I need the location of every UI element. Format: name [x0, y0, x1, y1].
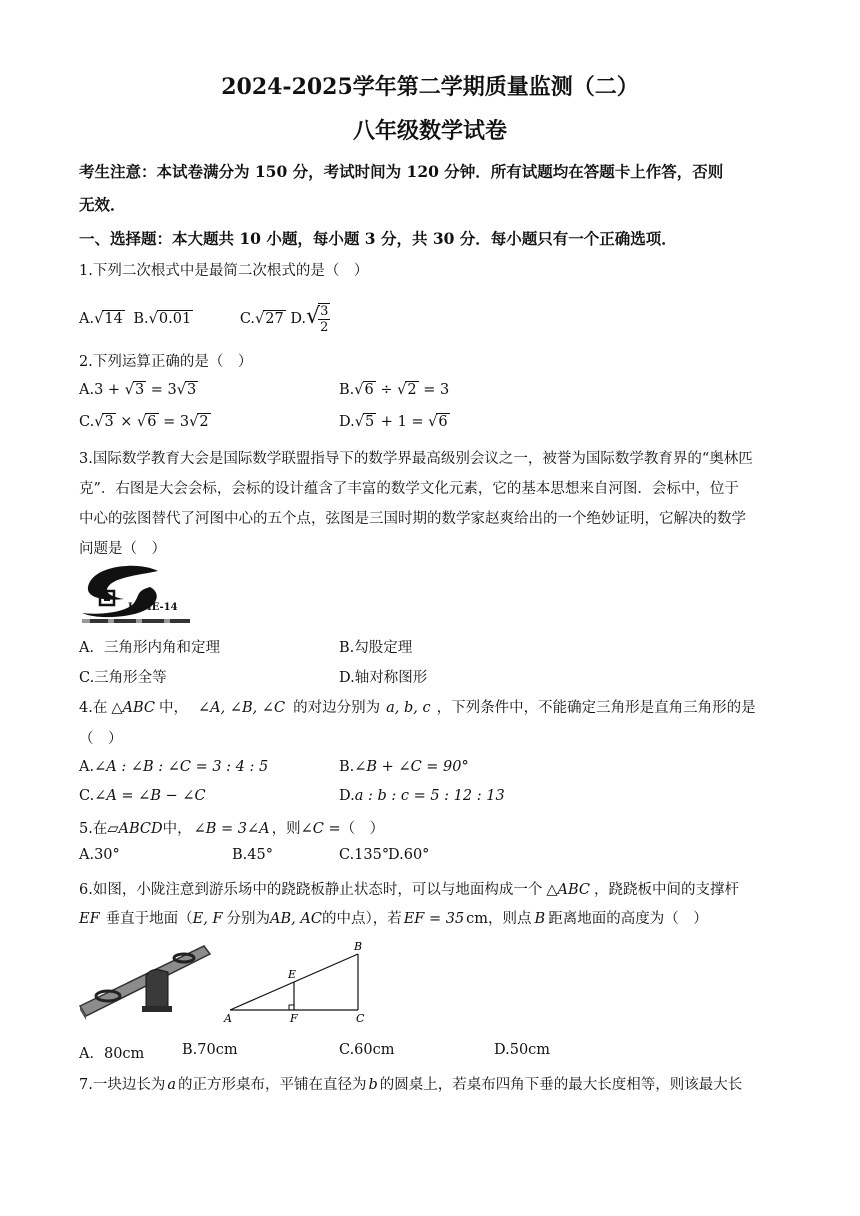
q2-option-d: D.√5 + 1 = √6	[339, 414, 448, 430]
q5-stem: 5.在▱ABCD中， ∠B = 3∠A ，则∠C =（ ）	[79, 821, 385, 837]
q3-option-b: B.勾股定理	[339, 640, 413, 656]
q3-line-4: 问题是（ ）	[79, 541, 166, 557]
q4-option-d: D.a : b : c = 5 : 12 : 13	[339, 788, 505, 804]
q1-option-a: 14	[104, 311, 123, 327]
q4-line-2: （ ）	[79, 731, 123, 747]
triangle-diagram	[220, 938, 380, 1024]
notice-line-1: 考生注意：本试卷满分为 150 分，考试时间为 120 分钟．所有试题均在答题卡上作答，否则	[79, 162, 724, 181]
q3-option-d: D.轴对称图形	[339, 670, 428, 686]
icme-logo	[78, 563, 198, 627]
icme-logo-text: ICME-14	[128, 602, 178, 613]
label-F: F	[290, 1012, 298, 1024]
q5-option-b: B.45°	[232, 847, 273, 863]
q6-line-2: EF 垂直于地面（E, F 分别为AB, AC的中点），若 EF = 35 cm，则点 B 距离地面的高度为（ ）	[79, 911, 708, 927]
q3-option-c: C.三角形全等	[79, 670, 167, 686]
seesaw-photo	[76, 936, 212, 1028]
exam-subtitle: 八年级数学试卷	[352, 118, 507, 144]
q4-option-a: A.∠A : ∠B : ∠C = 3 : 4 : 5	[79, 759, 269, 775]
notice-line-2: 无效．	[79, 195, 126, 214]
q4-option-b: B.∠B + ∠C = 90°	[339, 759, 469, 775]
q5-option-d: D.60°	[388, 847, 430, 863]
q1-options: A.√14 B.√0.01 C.√27 D.√ $\frac{3}{2}$	[79, 304, 329, 335]
q1-option-b-label: B.	[133, 311, 149, 327]
q5-option-a: A.30°	[79, 847, 120, 863]
q3-line-1: 3.国际数学教育大会是国际数学联盟指导下的数学界最高级别会议之一，被誉为国际数学教育界的“奥林匹	[79, 451, 753, 467]
q1-option-a-label: A.	[79, 311, 95, 327]
q3-line-2: 克”．右图是大会会标，会标的设计蕴含了丰富的数学文化元素，它的基本思想来自河图．会标中，位于	[79, 481, 739, 497]
q6-option-c: C.60cm	[339, 1042, 395, 1058]
q6-option-a: A．80cm	[79, 1046, 145, 1062]
q3-option-a: A．三角形内角和定理	[79, 640, 220, 656]
label-A: A	[224, 1012, 232, 1024]
q1-option-b: 0.01	[158, 311, 192, 327]
q1-option-d-label: D.	[290, 311, 307, 327]
q2-stem: 2.下列运算正确的是（ ）	[79, 354, 253, 370]
label-C: C	[356, 1012, 365, 1024]
q3-line-3: 中心的弦图替代了河图中心的五个点，弦图是三国时期的数学家赵爽给出的一个绝妙证明，它解决的数学	[79, 511, 746, 527]
q4-line-1: 4.在 △ABC 中， ∠A, ∠B, ∠C 的对边分别为 a, b, c ，下列条件中，不能确定三角形是直角三角形的是	[79, 700, 756, 716]
q6-line-1: 6.如图，小陇注意到游乐场中的跷跷板静止状态时，可以与地面构成一个 △ABC ，跷跷板中间的支撑杆	[79, 882, 739, 898]
q2-option-c: C.√3 × √6 = 3√2	[79, 414, 209, 430]
q5-option-c: C.135°	[339, 847, 390, 863]
q1-option-c-label: C.	[239, 311, 256, 327]
q4-option-c: C.∠A = ∠B − ∠C	[79, 788, 206, 804]
q1-stem: 1.下列二次根式中是最简二次根式的是（ ）	[79, 263, 369, 279]
label-B: B	[354, 940, 363, 953]
q6-option-b: B.70cm	[182, 1042, 238, 1058]
exam-title: 2024-2025学年第二学期质量监测（二）	[221, 74, 639, 100]
label-E: E	[288, 968, 297, 981]
q1-option-d: $\frac{3}{2}$	[320, 304, 329, 335]
q1-option-c: 27	[265, 311, 284, 327]
q2-option-a: A.3 + √3 = 3√3	[79, 382, 197, 398]
q2-option-b: B.√6 ÷ √2 = 3	[339, 382, 450, 398]
q6-option-d: D.50cm	[494, 1042, 551, 1058]
section-heading: 一、选择题：本大题共 10 小题，每小题 3 分，共 30 分．每小题只有一个正确选项．	[79, 229, 677, 248]
q7-line-1: 7.一块边长为 a 的正方形桌布，平铺在直径为 b 的圆桌上，若桌布四角下垂的最大长度相等，则该最大长	[79, 1077, 743, 1093]
